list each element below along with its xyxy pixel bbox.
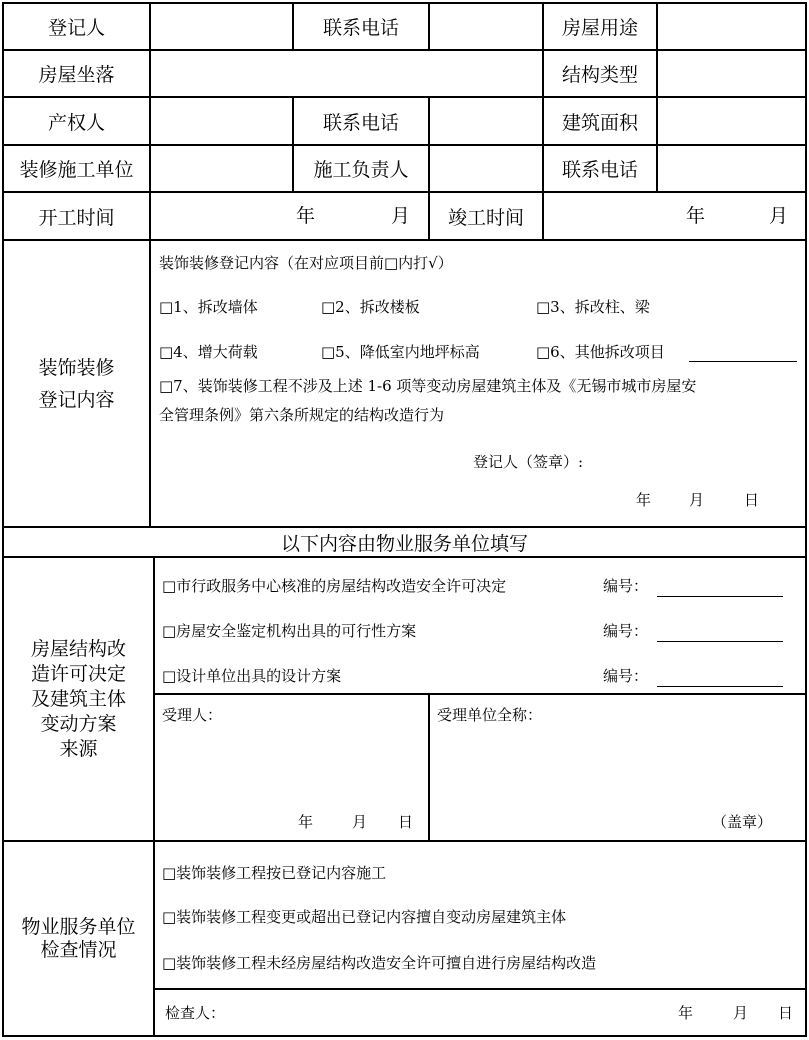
inspection-item-3-checkbox[interactable]: □装饰装修工程未经房屋结构改造安全许可擅自进行房屋结构改造 (162, 954, 597, 972)
decoration-date-day: 日 (744, 491, 760, 509)
permit-label (4, 558, 153, 840)
inspection-item-1-checkbox[interactable]: □装饰装修工程按已登记内容施工 (162, 864, 387, 882)
permit-item-3-checkbox[interactable]: □设计单位出具的设计方案 (162, 667, 342, 685)
start-time-input[interactable] (151, 193, 428, 239)
receiver-unit-label: 受理单位全称： (437, 706, 543, 724)
start-time-label: 开工时间 (38, 206, 115, 229)
inspection-items (155, 842, 805, 988)
structure-type-label: 结构类型 (561, 64, 638, 86)
site-manager-label: 施工负责人 (313, 159, 409, 181)
registrant-signature-label: 登记人（签章）: (473, 453, 584, 471)
owner-phone-label: 联系电话 (322, 111, 399, 134)
end-month-label: 月 (769, 205, 789, 227)
decoration-content (151, 241, 805, 526)
decoration-label-line2: 登记内容 (38, 388, 115, 411)
inspection-label-line2: 检查情况 (40, 938, 117, 961)
inspection-date-year: 年 (678, 1004, 694, 1022)
house-location-input[interactable] (151, 51, 542, 96)
owner-input[interactable] (151, 98, 292, 144)
inspector-cell[interactable] (155, 990, 805, 1035)
house-use-label: 房屋用途 (561, 17, 638, 39)
contractor-phone-input[interactable] (658, 146, 805, 191)
registrant-label: 登记人 (47, 17, 105, 39)
permit-item-2-checkbox[interactable]: □房屋安全鉴定机构出具的可行性方案 (162, 622, 417, 640)
owner-phone-input[interactable] (430, 98, 542, 144)
inspection-label (4, 842, 153, 1035)
permit-no-label-3: 编号： (603, 667, 649, 685)
permit-no-blank-3[interactable] (657, 686, 783, 687)
registrant-phone-input[interactable] (430, 4, 542, 49)
permit-label-line3: 及建筑主体 (30, 687, 126, 710)
permit-no-label-2: 编号： (603, 622, 649, 640)
permit-label-line2: 造许可决定 (30, 662, 126, 685)
site-manager-input[interactable] (430, 146, 542, 191)
registrant-input[interactable] (151, 4, 292, 49)
decoration-label (4, 241, 149, 526)
inspection-date-day: 日 (778, 1004, 794, 1022)
building-area-input[interactable] (658, 98, 805, 144)
receiver-date-month: 月 (352, 813, 368, 831)
structure-type-input[interactable] (658, 51, 805, 96)
end-time-input[interactable] (544, 193, 805, 239)
permit-label-line1: 房屋结构改 (30, 637, 126, 660)
receiver-unit-cell[interactable] (430, 695, 805, 840)
decoration-date-year: 年 (636, 491, 652, 509)
permit-label-line5: 来源 (59, 737, 98, 760)
contractor-phone-label: 联系电话 (561, 159, 638, 181)
decoration-label-line1: 装饰装修 (38, 356, 115, 379)
contractor-input[interactable] (151, 146, 292, 191)
property-section-title: 以下内容由物业服务单位填写 (280, 532, 528, 555)
option-1-checkbox[interactable]: □1、拆改墙体 (159, 298, 258, 316)
permit-item-1-checkbox[interactable]: □市行政服务中心核准的房屋结构改造安全许可决定 (162, 577, 507, 595)
building-area-label: 建筑面积 (561, 111, 638, 134)
permit-label-line4: 变动方案 (40, 712, 117, 735)
inspection-date-month: 月 (733, 1004, 749, 1022)
option-5-checkbox[interactable]: □5、降低室内地坪标高 (321, 343, 480, 361)
start-month-label: 月 (391, 205, 411, 227)
inspection-item-2-checkbox[interactable]: □装饰装修工程变更或超出已登记内容擅自变动房屋建筑主体 (162, 908, 567, 926)
permit-no-blank-2[interactable] (657, 641, 783, 642)
option-7-checkbox[interactable]: □7、装饰装修工程不涉及上述 1-6 项等变动房屋建筑主体及《无锡市城市房屋安 (159, 377, 697, 395)
option-2-checkbox[interactable]: □2、拆改楼板 (321, 298, 420, 316)
option-6-checkbox[interactable]: □6、其他拆改项目 (536, 343, 665, 361)
house-location-label: 房屋坐落 (38, 64, 115, 86)
end-year-label: 年 (686, 205, 706, 227)
receiver-cell[interactable] (155, 695, 428, 840)
option-3-checkbox[interactable]: □3、拆改柱、梁 (536, 298, 650, 316)
permit-no-blank-1[interactable] (657, 596, 783, 597)
option-4-checkbox[interactable]: □4、增大荷载 (159, 343, 258, 361)
house-use-input[interactable] (658, 4, 805, 49)
decoration-header: 装饰装修登记内容（在对应项目前□内打√） (159, 254, 453, 272)
contractor-label: 装修施工单位 (19, 159, 134, 181)
owner-label: 产权人 (47, 111, 105, 134)
start-year-label: 年 (296, 205, 316, 227)
inspection-label-line1: 物业服务单位 (21, 915, 136, 938)
decoration-date-month: 月 (689, 491, 705, 509)
permit-no-label-1: 编号： (603, 577, 649, 595)
registrant-phone-label: 联系电话 (322, 17, 399, 39)
receiver-date-day: 日 (398, 813, 414, 831)
permit-sources (155, 558, 805, 693)
inspector-label: 检查人： (165, 1004, 226, 1022)
seal-label: （盖章） (712, 813, 773, 831)
receiver-label: 受理人： (162, 706, 223, 724)
option-7-line2: 全管理条例》第六条所规定的结构改造行为 (159, 406, 445, 424)
other-item-blank[interactable] (689, 361, 797, 362)
end-time-label: 竣工时间 (447, 206, 524, 229)
receiver-date-year: 年 (298, 813, 314, 831)
